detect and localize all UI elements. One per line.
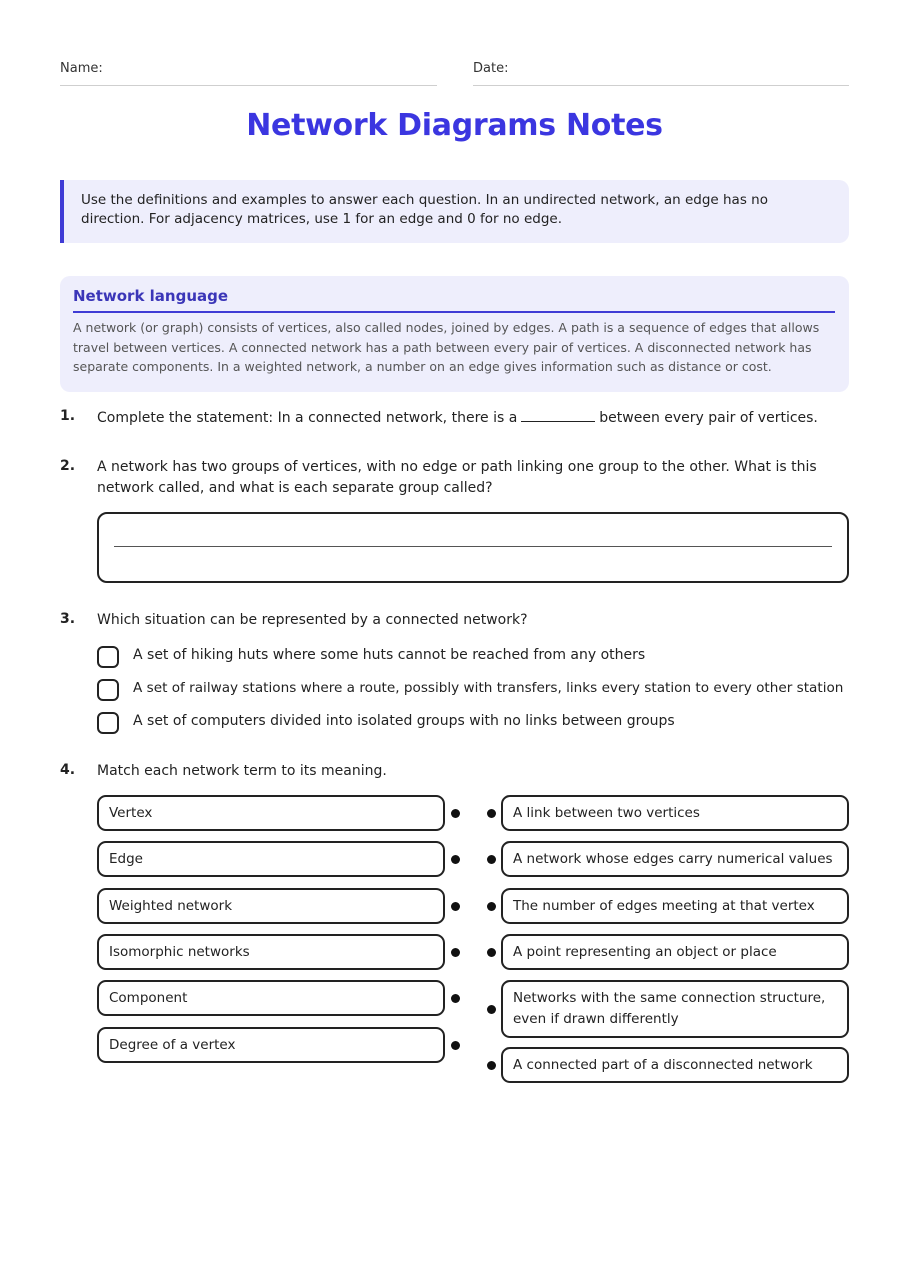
section-title: Network language — [73, 287, 835, 313]
question-1-number: 1. — [60, 408, 76, 424]
page-title: Network Diagrams Notes — [246, 108, 663, 143]
meaning-box[interactable]: Networks with the same connection structure, even if drawn differently — [501, 980, 849, 1038]
meaning-box[interactable]: A link between two vertices — [501, 795, 849, 831]
term-box[interactable]: Edge — [97, 841, 445, 877]
question-2-text: A network has two groups of vertices, with no edge or path linking one group to the other. What is this network called, and what is each separate group called? — [97, 459, 817, 496]
section-text: A network (or graph) consists of vertices, also called nodes, joined by edges. A path is a sequence of edges that allows travel between vertices. A connected network has a path between every pair of vertices. A disconnected network has separate components. In a weighted network, a number on an edge gives information such as distance or cost. — [73, 320, 820, 374]
meaning-box[interactable]: A network whose edges carry numerical values — [501, 841, 849, 877]
checkbox[interactable] — [97, 646, 119, 668]
name-label: Name: — [60, 61, 103, 76]
term-dot[interactable] — [451, 948, 460, 957]
meaning-box[interactable]: A point representing an object or place — [501, 934, 849, 970]
name-field[interactable] — [60, 61, 437, 86]
term-dot[interactable] — [451, 809, 460, 818]
date-field[interactable] — [473, 61, 849, 86]
term-box[interactable]: Vertex — [97, 795, 445, 831]
checkbox[interactable] — [97, 679, 119, 701]
date-label: Date: — [473, 61, 509, 76]
meaning-dot[interactable] — [487, 1005, 496, 1014]
instructions-box: Use the definitions and examples to answer each question. In an undirected network, an edge has no direction. For adjacency matrices, use 1 for an edge and 0 for no edge. — [60, 180, 849, 243]
question-4-text: Match each network term to its meaning. — [97, 763, 387, 779]
question-4-number: 4. — [60, 762, 76, 778]
term-dot[interactable] — [451, 1041, 460, 1050]
meaning-dot[interactable] — [487, 1061, 496, 1070]
question-1-text — [97, 407, 818, 429]
term-box[interactable]: Isomorphic networks — [97, 934, 445, 970]
question-3-text: Which situation can be represented by a connected network? — [97, 612, 528, 628]
term-box[interactable]: Component — [97, 980, 445, 1016]
meaning-dot[interactable] — [487, 809, 496, 818]
term-box[interactable]: Weighted network — [97, 888, 445, 924]
network-language-section — [60, 276, 849, 392]
question-2-number: 2. — [60, 458, 76, 474]
term-box[interactable]: Degree of a vertex — [97, 1027, 445, 1063]
question-2-answer-box[interactable] — [97, 512, 849, 583]
term-dot[interactable] — [451, 855, 460, 864]
meaning-dot[interactable] — [487, 948, 496, 957]
option-3-label: A set of computers divided into isolated groups with no links between groups — [133, 713, 675, 729]
question-1-text-after: between every pair of vertices. — [599, 410, 818, 426]
answer-line — [114, 546, 832, 547]
checkbox[interactable] — [97, 712, 119, 734]
meaning-box[interactable]: The number of edges meeting at that vertex — [501, 888, 849, 924]
term-dot[interactable] — [451, 902, 460, 911]
meaning-box[interactable]: A connected part of a disconnected network — [501, 1047, 849, 1083]
term-dot[interactable] — [451, 994, 460, 1003]
question-1-text-before: Complete the statement: In a connected network, there is a — [97, 410, 518, 426]
meaning-dot[interactable] — [487, 902, 496, 911]
option-1-label: A set of hiking huts where some huts cannot be reached from any others — [133, 647, 646, 663]
meaning-dot[interactable] — [487, 855, 496, 864]
question-3-number: 3. — [60, 611, 76, 627]
question-1-blank[interactable] — [521, 407, 595, 422]
option-2-label: A set of railway stations where a route, possibly with transfers, links every station to every other station — [133, 680, 844, 696]
